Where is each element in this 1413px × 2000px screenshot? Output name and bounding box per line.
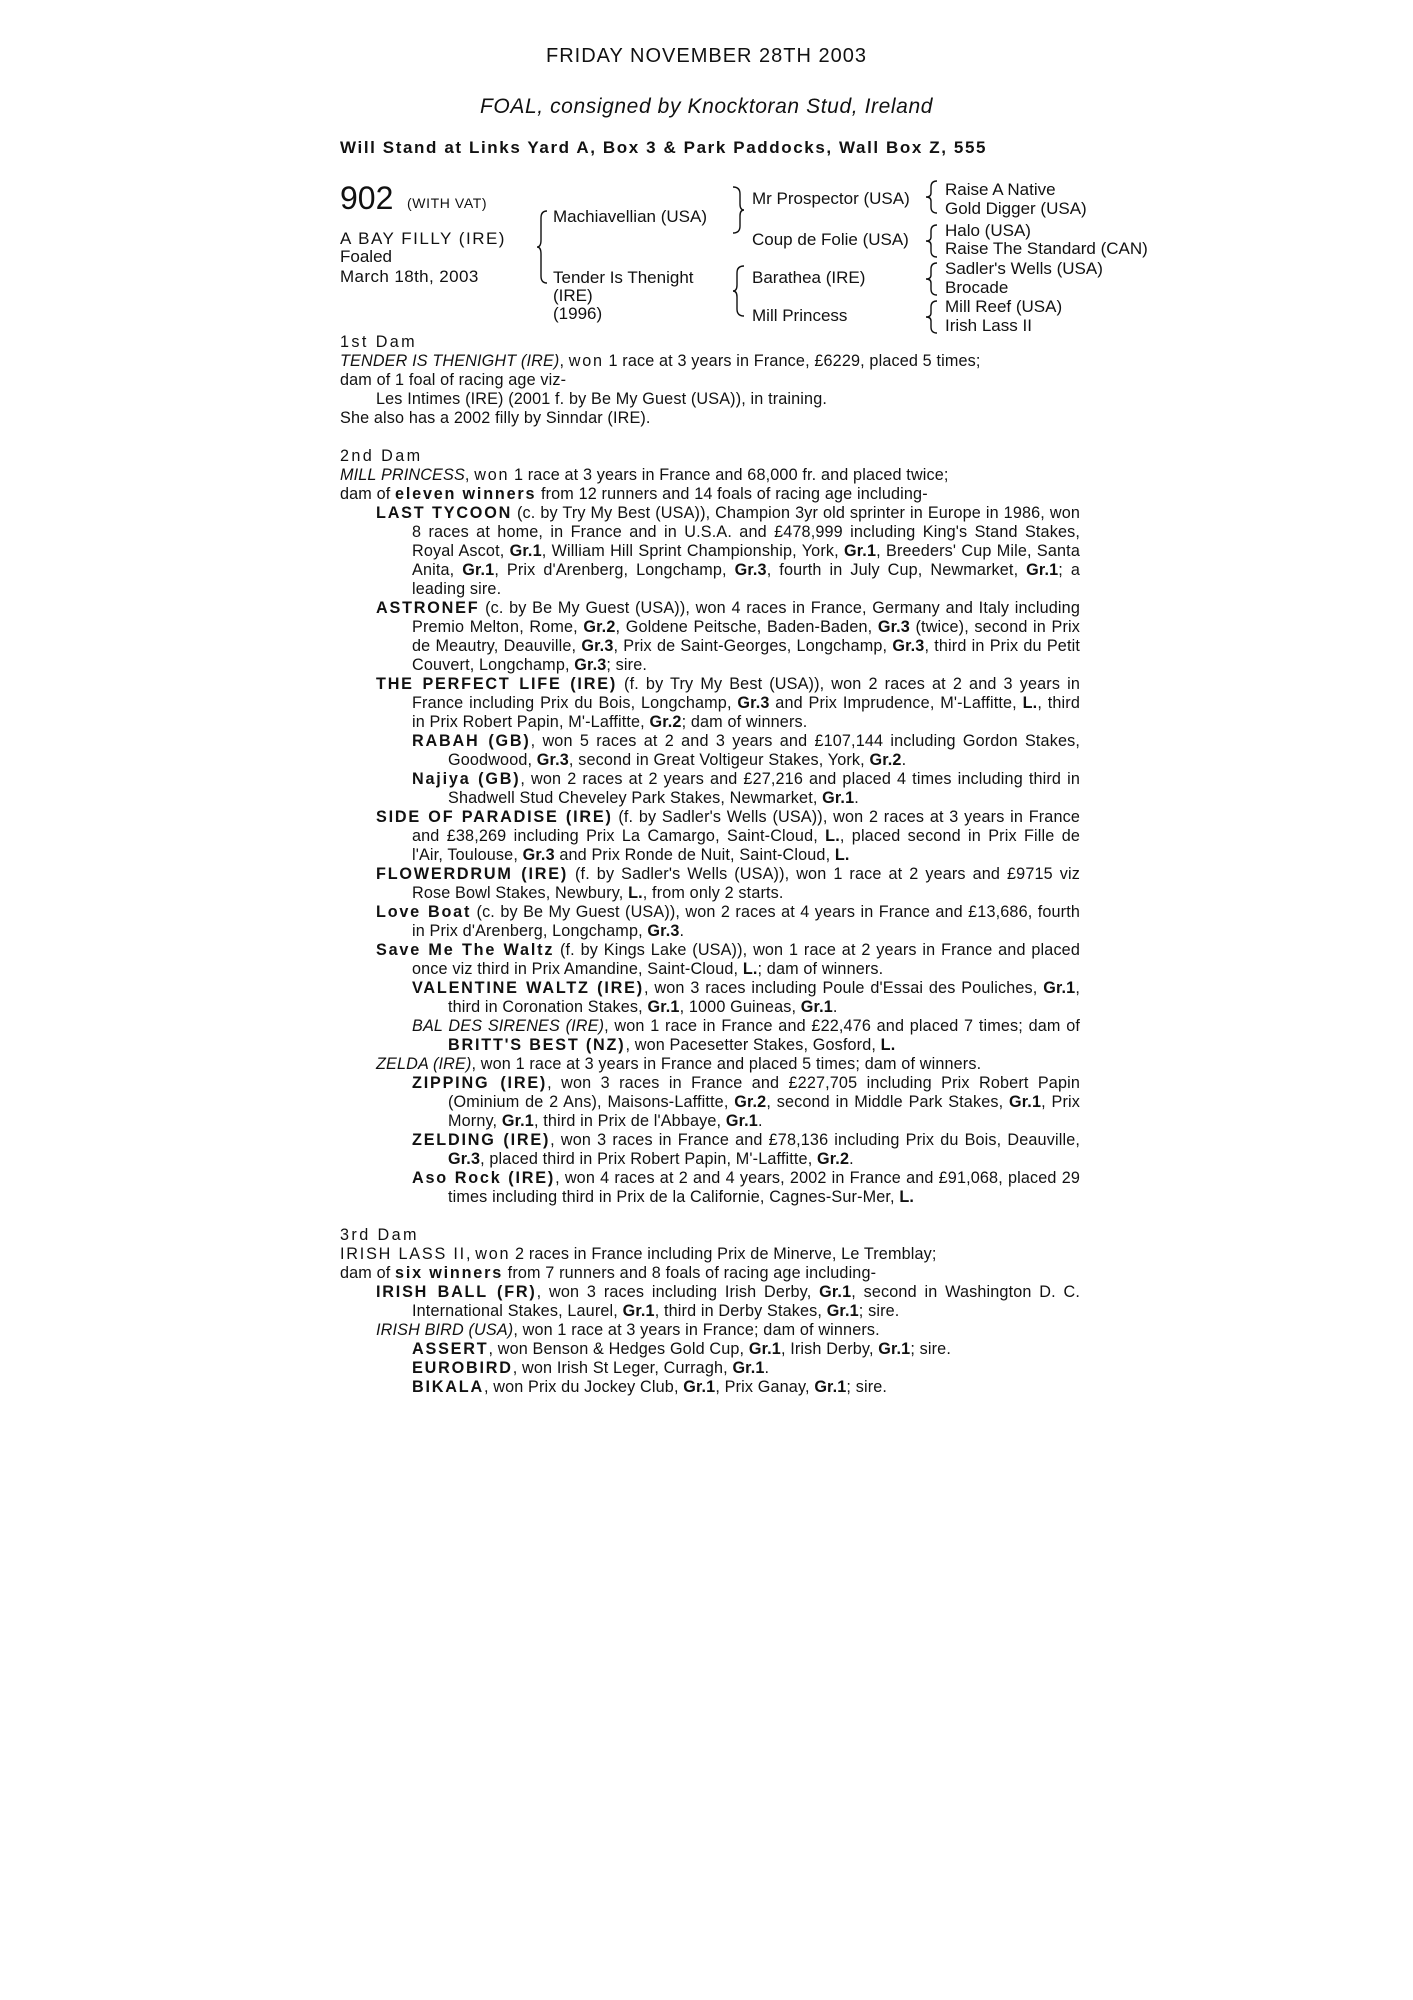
text: , won Prix du Jockey Club,	[483, 1378, 684, 1396]
pedigree-sire: Machiavellian (USA)	[553, 207, 707, 226]
brace-icon	[925, 224, 937, 258]
horse-name: Save Me The Waltz	[376, 941, 555, 959]
brace-icon	[537, 210, 549, 284]
pedigree-dam-line3: (1996)	[553, 304, 603, 323]
produce-entry	[340, 675, 1080, 732]
produce-entry	[340, 1321, 1080, 1340]
text: , won Irish St Leger, Curragh,	[512, 1359, 733, 1377]
produce-entry	[340, 1074, 1080, 1131]
produce-record	[340, 333, 1080, 1397]
text: , placed third in Prix Robert Papin, M'-Laffitte,	[480, 1150, 818, 1168]
produce-entry	[340, 1340, 1080, 1359]
lot-name: A BAY FILLY (IRE)	[340, 229, 506, 248]
text: , won 1 race at 3 years in France; dam of winners.	[513, 1321, 880, 1339]
text: ; sire.	[606, 656, 648, 674]
pedigree-dam-sire: Barathea (IRE)	[752, 268, 866, 287]
text: , won 1 race at 3 years in France and placed 5 times; dam of winners.	[471, 1055, 982, 1073]
brace-icon	[732, 265, 744, 317]
horse-name: BAL DES SIRENES (IRE)	[412, 1017, 605, 1035]
pedigree-sire-sire-sire: Raise A Native	[945, 180, 1056, 199]
text: .	[764, 1359, 770, 1377]
text: (c. by Be My Guest (USA)), won 4 races in France, Germany and Italy including Premio Melton, Rome,	[412, 599, 1080, 636]
grade: Gr.1	[732, 1359, 765, 1377]
first-dam-heading: 1st Dam	[340, 333, 418, 351]
produce-entry	[340, 770, 1080, 808]
first-dam-foal: Les Intimes (IRE) (2001 f. by Be My Guest (USA)), in training.	[376, 390, 828, 408]
text: , second in Great Voltigeur Stakes, York,	[568, 751, 870, 769]
text: 1 race at 3 years in France, £6229, placed 5 times;	[603, 352, 981, 370]
text: .	[757, 1112, 763, 1130]
horse-name: EUROBIRD	[412, 1359, 513, 1377]
grade: L.	[742, 960, 758, 978]
text: , third in Prix Robert Papin, M'-Laffitte,	[412, 694, 1080, 731]
grade: Gr.3	[574, 656, 607, 674]
grade: Gr.1	[622, 1302, 655, 1320]
horse-name: RABAH (GB)	[412, 732, 531, 750]
text: won	[475, 1245, 511, 1263]
pedigree-dam-line1: Tender Is Thenight	[553, 268, 694, 287]
horse-name: BRITT'S BEST (NZ)	[448, 1036, 626, 1054]
grade: Gr.1	[683, 1378, 716, 1396]
grade: Gr.1	[800, 998, 833, 1016]
text: , Prix Morny,	[448, 1093, 1080, 1130]
horse-name: SIDE OF PARADISE (IRE)	[376, 808, 613, 826]
text: 2 races in France including Prix de Minerve, Le Tremblay;	[510, 1245, 937, 1263]
text: , won 5 races at 2 and 3 years and £107,144 including Gordon Stakes, Goodwood,	[448, 732, 1080, 769]
second-dam-heading: 2nd Dam	[340, 447, 423, 465]
grade: Gr.1	[822, 789, 855, 807]
foaled-date: March 18th, 2003	[340, 267, 479, 286]
horse-name: IRISH BIRD (USA)	[376, 1321, 514, 1339]
grade: Gr.1	[878, 1340, 911, 1358]
text: ; dam of winners.	[681, 713, 808, 731]
text: , third in Prix du Petit Couvert, Longchamp,	[412, 637, 1080, 674]
brace-icon	[925, 300, 937, 334]
text: ; sire.	[910, 1340, 951, 1358]
horse-name: ZELDA (IRE)	[376, 1055, 472, 1073]
text: (f. by Kings Lake (USA)), won 1 race at 2 years in France and placed once viz third in Prix Amandine, Saint-Cloud,	[412, 941, 1080, 978]
text: ,	[559, 352, 569, 370]
text: , won 3 races including Poule d'Essai des Pouliches,	[643, 979, 1044, 997]
grade: Gr.1	[501, 1112, 534, 1130]
text: won	[474, 466, 510, 484]
text: .	[849, 1150, 854, 1168]
second-dam-record	[340, 466, 1080, 485]
brace-icon	[925, 262, 937, 296]
text: ; a leading sire.	[412, 561, 1080, 598]
produce-entry	[340, 599, 1080, 675]
grade: L.	[834, 846, 850, 864]
grade: Gr.2	[734, 1093, 767, 1111]
first-dam-record	[340, 352, 1080, 371]
third-dam-produce	[340, 1264, 1080, 1283]
text: , Irish Derby,	[780, 1340, 879, 1358]
pedigree-dam-dam: Mill Princess	[752, 306, 848, 325]
text: , third in Coronation Stakes,	[448, 979, 1080, 1016]
produce-entry	[340, 1378, 1080, 1397]
horse-name: BIKALA	[412, 1378, 484, 1396]
text: , Goldene Peitsche, Baden-Baden,	[615, 618, 878, 636]
pedigree-sire-dam-dam: Raise The Standard (CAN)	[945, 239, 1148, 258]
pedigree-dam-sire-sire: Sadler's Wells (USA)	[945, 259, 1103, 278]
pedigree-sire-sire: Mr Prospector (USA)	[752, 189, 910, 208]
stand-location: Will Stand at Links Yard A, Box 3 & Park Paddocks, Wall Box Z, 555	[340, 138, 988, 157]
grade: Gr.3	[734, 561, 767, 579]
lot-number: 902	[340, 180, 394, 216]
grade: Gr.1	[844, 542, 877, 560]
text: ; sire.	[846, 1378, 888, 1396]
grade: L.	[628, 884, 643, 902]
grade: Gr.1	[1026, 561, 1059, 579]
text: , third in Derby Stakes,	[654, 1302, 827, 1320]
text: ,	[464, 466, 475, 484]
text: ,	[465, 1245, 476, 1263]
horse-name: ASSERT	[412, 1340, 489, 1358]
produce-entry	[340, 865, 1080, 903]
text: , third in Prix de l'Abbaye,	[533, 1112, 726, 1130]
consignor-line: FOAL, consigned by Knocktoran Stud, Ireland	[479, 95, 934, 118]
text: , won 3 races in France and £78,136 including Prix du Bois, Deauville,	[550, 1131, 1080, 1149]
text: dam of	[340, 485, 396, 503]
grade: Gr.3	[581, 637, 614, 655]
text: and Prix Imprudence, M'-Laffitte,	[769, 694, 1023, 712]
grade: Gr.3	[892, 637, 925, 655]
grade: Gr.2	[649, 713, 682, 731]
produce-entry	[340, 1055, 1080, 1074]
horse-name: ZIPPING (IRE)	[412, 1074, 548, 1092]
grade: Gr.1	[647, 998, 680, 1016]
grade: Gr.3	[536, 751, 569, 769]
pedigree-dam-dam-dam: Irish Lass II	[945, 316, 1032, 335]
text: , second in Washington D. C. International Stakes, Laurel,	[412, 1283, 1081, 1320]
text: , Prix de Saint-Georges, Longchamp,	[613, 637, 893, 655]
third-dam-heading: 3rd Dam	[340, 1226, 419, 1244]
third-dam-name: IRISH LASS II	[340, 1245, 466, 1263]
text: 1 race at 3 years in France and 68,000 fr. and placed twice;	[509, 466, 949, 484]
horse-name: Najiya (GB)	[412, 770, 521, 788]
brace-icon	[732, 186, 744, 234]
grade: Gr.1	[819, 1283, 852, 1301]
produce-entry	[340, 1131, 1080, 1169]
vat-note: (WITH VAT)	[407, 195, 488, 211]
text: , Prix d'Arenberg, Longchamp,	[494, 561, 735, 579]
horse-name: FLOWERDRUM (IRE)	[376, 865, 569, 883]
produce-entry	[340, 941, 1080, 979]
text: and Prix Ronde de Nuit, Saint-Cloud,	[554, 846, 835, 864]
grade: Gr.1	[814, 1378, 847, 1396]
grade: Gr.3	[522, 846, 555, 864]
third-dam-record	[340, 1245, 1080, 1264]
text: , won 2 races at 2 years and £27,216 and placed 4 times including third in Shadwell Stud Cheveley Park Stakes, Newmarket,	[448, 770, 1080, 807]
horse-name: ASTRONEF	[376, 599, 480, 617]
text: .	[901, 751, 907, 769]
grade: Gr.1	[462, 561, 495, 579]
produce-entry	[340, 1169, 1080, 1207]
text: , fourth in July Cup, Newmarket,	[766, 561, 1027, 579]
first-dam-produce: dam of 1 foal of racing age viz-	[340, 371, 567, 389]
text: ; dam of winners.	[757, 960, 884, 978]
text: (f. by Sadler's Wells (USA)), won 2 races at 3 years in France and £38,269 including Prix La Camargo, Saint-Cloud,	[412, 808, 1080, 845]
text: , won Pacesetter Stakes, Gosford,	[625, 1036, 881, 1054]
text: (c. by Try My Best (USA)), Champion 3yr old sprinter in Europe in 1986, won 8 races at home, in France and in U.S.A. and £478,999 including King's Stand Stakes, Royal Ascot,	[412, 504, 1080, 560]
first-dam-name: TENDER IS THENIGHT (IRE)	[340, 352, 560, 370]
grade: Gr.1	[725, 1112, 758, 1130]
grade: Gr.1	[1043, 979, 1076, 997]
grade: Gr.2	[817, 1150, 850, 1168]
produce-entry	[340, 979, 1080, 1017]
grade: Gr.2	[583, 618, 616, 636]
brace-icon	[925, 180, 937, 214]
grade: L.	[1022, 694, 1038, 712]
text: (f. by Sadler's Wells (USA)), won 1 race at 2 years and £9715 viz Rose Bowl Stakes, Newbury,	[412, 865, 1080, 902]
text: (twice), second in Prix de Meautry, Deauville,	[412, 618, 1080, 655]
text: , won Benson & Hedges Gold Cup,	[488, 1340, 749, 1358]
grade: Gr.2	[869, 751, 902, 769]
grade: L.	[825, 827, 840, 845]
sale-date: FRIDAY NOVEMBER 28TH 2003	[545, 45, 868, 67]
text: , 1000 Guineas,	[679, 998, 801, 1016]
grade: Gr.1	[748, 1340, 781, 1358]
text: , placed second in Prix Fille de l'Air, Toulouse,	[412, 827, 1080, 864]
grade: Gr.1	[826, 1302, 859, 1320]
text: , won 3 races including Irish Derby,	[536, 1283, 820, 1301]
horse-name: THE PERFECT LIFE (IRE)	[376, 675, 618, 693]
text: from 12 runners and 14 foals of racing age including-	[536, 485, 928, 503]
produce-entry	[340, 732, 1080, 770]
grade: Gr.1	[1009, 1093, 1042, 1111]
horse-name: IRISH BALL (FR)	[376, 1283, 537, 1301]
grade: Gr.3	[737, 694, 770, 712]
grade: Gr.3	[448, 1150, 481, 1168]
pedigree-dam-line2: (IRE)	[553, 286, 593, 305]
second-dam-name: MILL PRINCESS	[340, 466, 465, 484]
produce-entry	[340, 1359, 1080, 1378]
text: six winners	[395, 1264, 504, 1282]
text: (c. by Be My Guest (USA)), won 2 races at 4 years in France and £13,686, fourth in Prix d'Arenberg, Longchamp,	[412, 903, 1081, 940]
text: , won 3 races in France and £227,705 including Prix Robert Papin (Ominium de 2 Ans), Maisons-Laffitte,	[448, 1074, 1081, 1111]
grade: L.	[880, 1036, 896, 1054]
produce-entry	[340, 1017, 1080, 1055]
text: .	[679, 922, 685, 940]
horse-name: LAST TYCOON	[376, 504, 513, 522]
first-dam-note: She also has a 2002 filly by Sinndar (IRE).	[340, 409, 651, 427]
pedigree-dam-sire-dam: Brocade	[945, 278, 1009, 297]
foaled-label: Foaled	[340, 247, 392, 266]
text: .	[854, 789, 859, 807]
grade: Gr.3	[647, 922, 680, 940]
grade: L.	[899, 1188, 915, 1206]
pedigree-sire-dam: Coup de Folie (USA)	[752, 230, 909, 249]
text: dam of	[340, 1264, 396, 1282]
text: eleven winners	[395, 485, 537, 503]
produce-entry	[340, 903, 1080, 941]
second-dam-produce	[340, 485, 1080, 504]
text: ; sire.	[858, 1302, 900, 1320]
pedigree-dam-dam-sire: Mill Reef (USA)	[945, 297, 1063, 316]
text: .	[832, 998, 838, 1016]
text: , Prix Ganay,	[715, 1378, 815, 1396]
text: from 7 runners and 8 foals of racing age including-	[503, 1264, 877, 1282]
horse-name: Aso Rock (IRE)	[412, 1169, 556, 1187]
text: , won 4 races at 2 and 4 years, 2002 in France and £91,068, placed 29 times including third in Prix de la Californie, Cagnes-Sur-Mer,	[448, 1169, 1080, 1206]
text: , won 1 race in France and £22,476 and placed 7 times; dam of	[604, 1017, 1080, 1035]
produce-entry	[340, 504, 1080, 599]
text: , second in Middle Park Stakes,	[766, 1093, 1009, 1111]
grade: Gr.3	[877, 618, 910, 636]
text: (f. by Try My Best (USA)), won 2 races at 2 and 3 years in France including Prix du Bois, Longchamp,	[412, 675, 1080, 712]
produce-entry	[340, 1283, 1080, 1321]
text: won	[568, 352, 604, 370]
text: , Breeders' Cup Mile, Santa Anita,	[412, 542, 1080, 579]
pedigree-sire-sire-dam: Gold Digger (USA)	[945, 199, 1087, 218]
horse-name: ZELDING (IRE)	[412, 1131, 551, 1149]
text: , from only 2 starts.	[642, 884, 784, 902]
text: , William Hill Sprint Championship, York,	[541, 542, 844, 560]
produce-entry	[340, 808, 1080, 865]
grade: Gr.1	[509, 542, 542, 560]
horse-name: Love Boat	[376, 903, 472, 921]
horse-name: VALENTINE WALTZ (IRE)	[412, 979, 644, 997]
pedigree-sire-dam-sire: Halo (USA)	[945, 221, 1031, 240]
